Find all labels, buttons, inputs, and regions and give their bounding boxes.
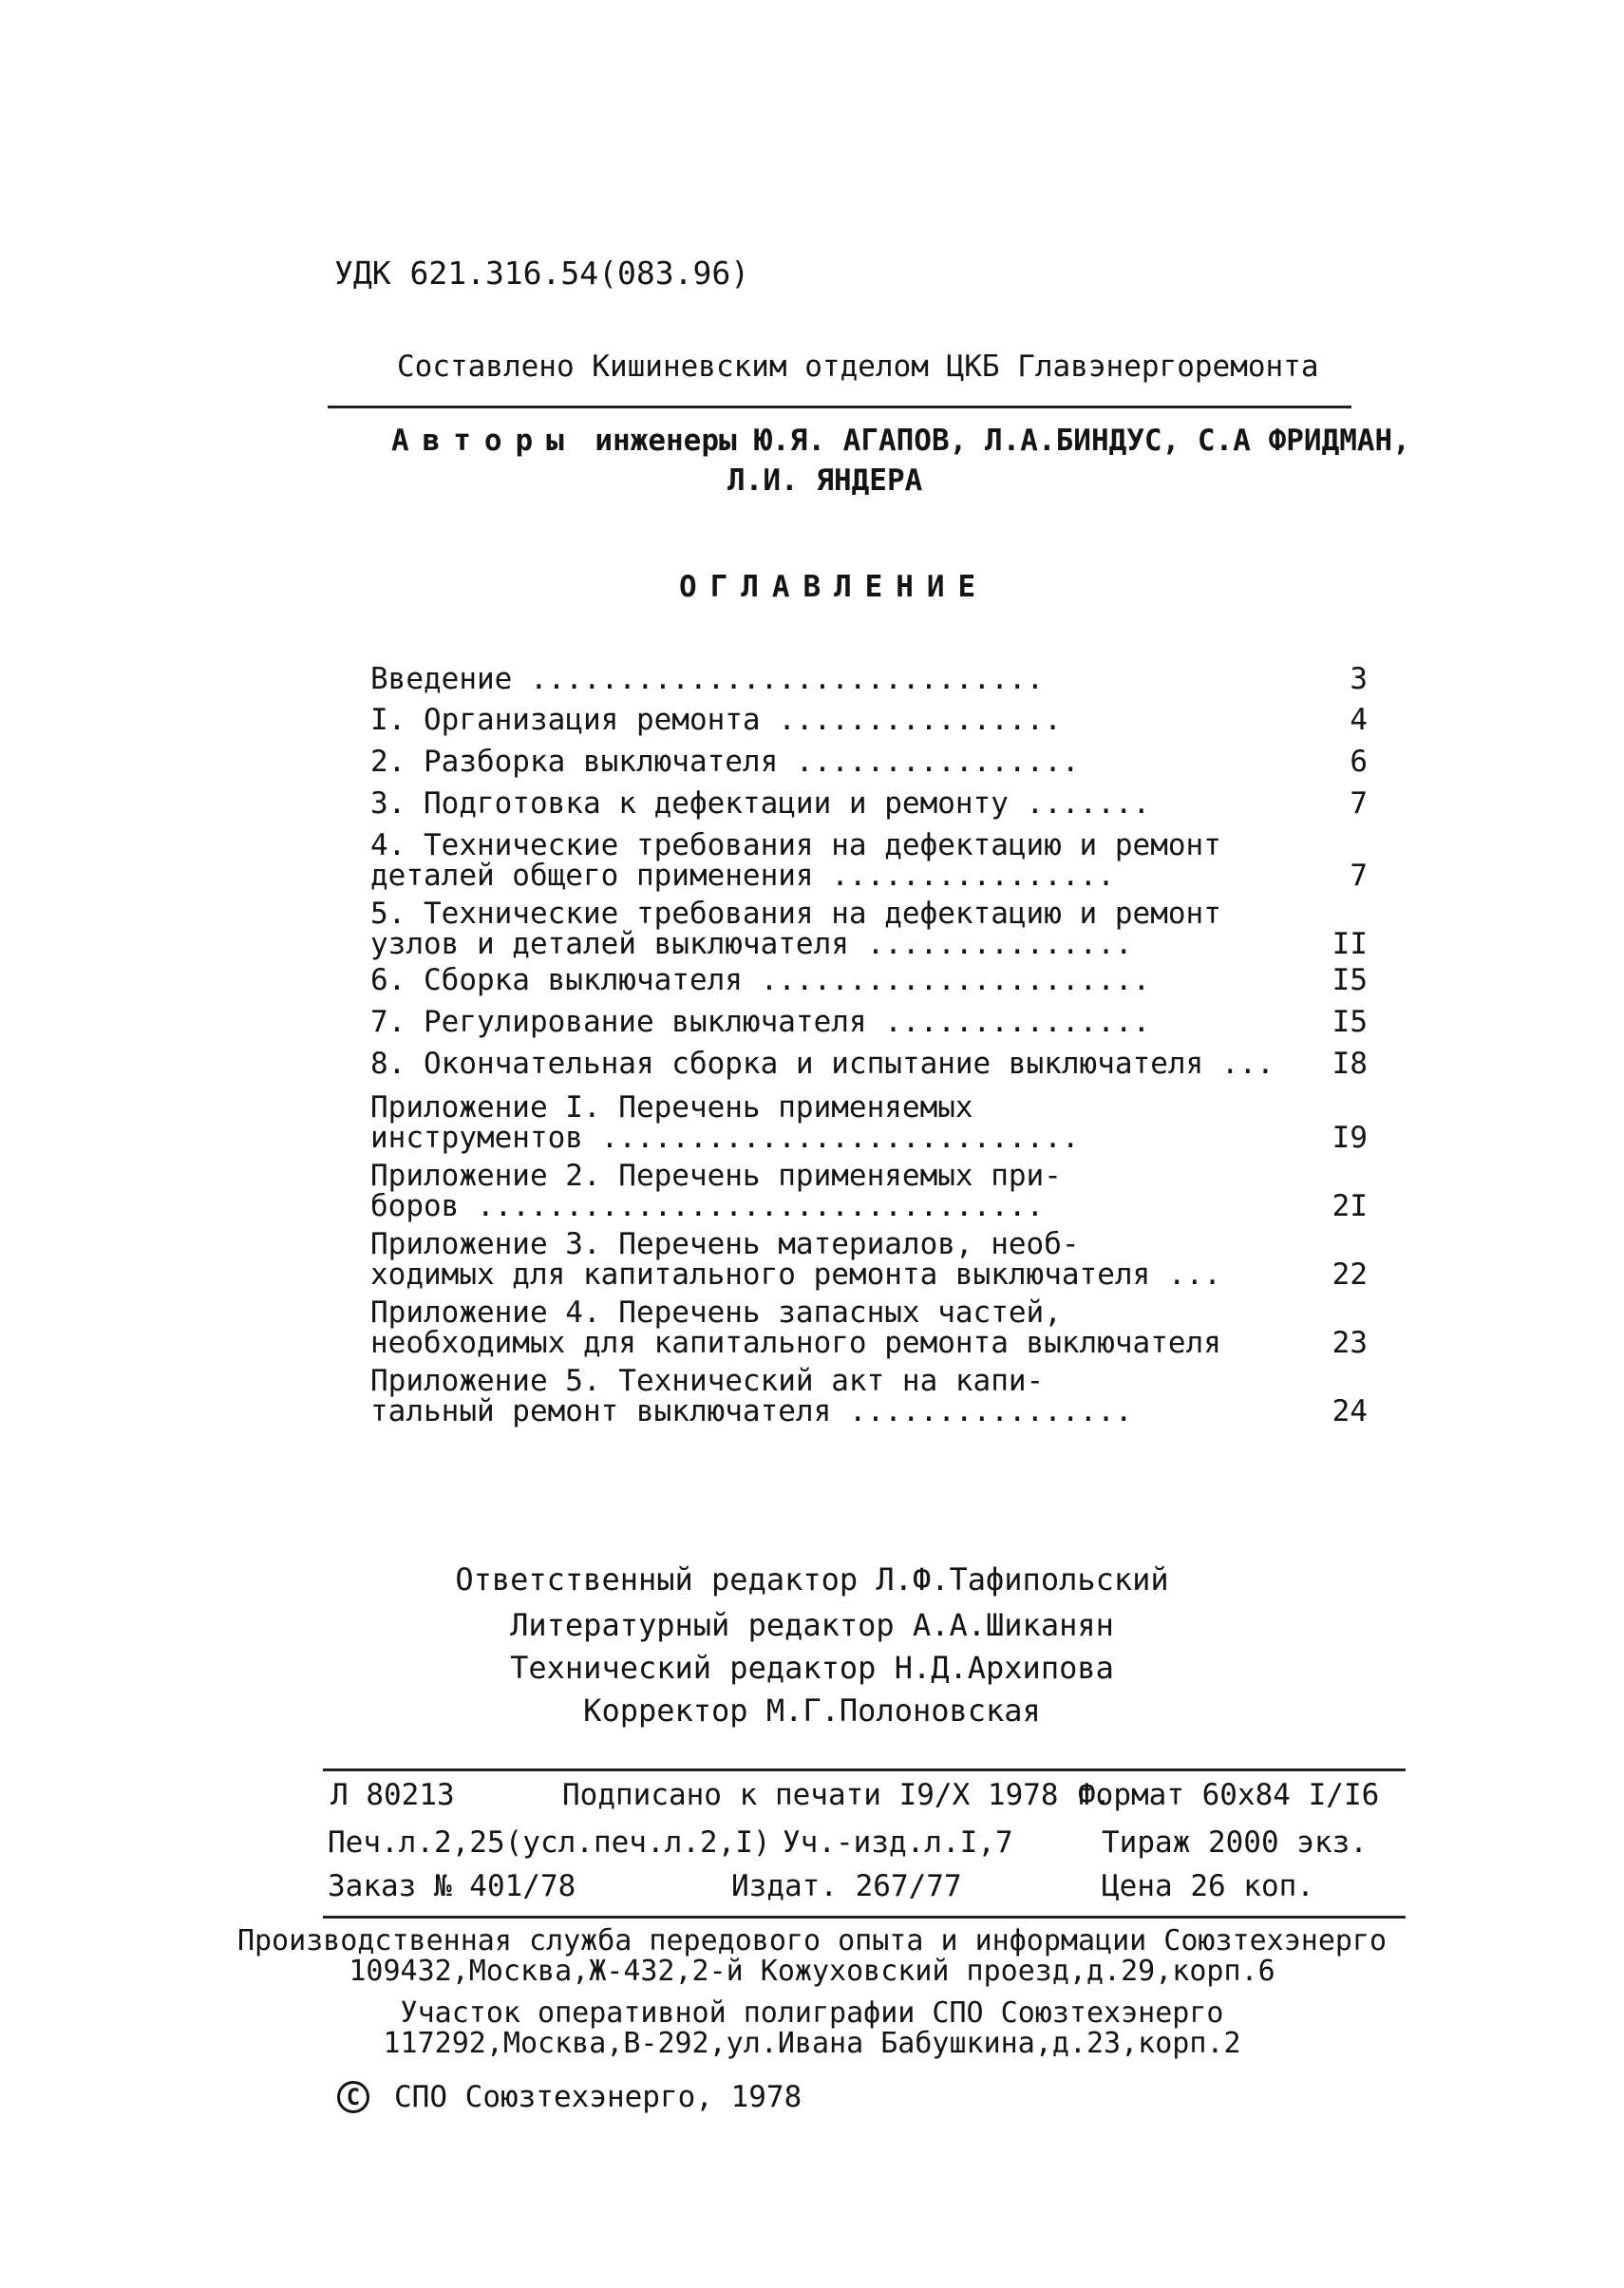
imprint-bottom-rule (323, 1916, 1406, 1919)
toc-entry (370, 701, 1368, 739)
imprint-order: Заказ № 401/78 (328, 1869, 576, 1903)
toc-entry-text: Приложение 4. Перечень запасных частей, (370, 1295, 1062, 1330)
toc-page-number: I5 (1331, 963, 1368, 997)
toc-page-number: 6 (1350, 745, 1368, 779)
compiled-by: Составлено Кишиневским отделом ЦКБ Главэнергоремонта (397, 350, 1319, 384)
toc-entry-text: 6. Сборка выключателя ...................... (370, 963, 1151, 997)
toc-entry-text: Приложение 5. Технический акт на капи- (370, 1364, 1045, 1398)
toc-entry (370, 1088, 1368, 1157)
toc-entry-text: Приложение 2. Перечень применяемых при- (370, 1159, 1062, 1193)
toc-entry-text: 8. Окончательная сборка и испытание выключателя ... (370, 1047, 1275, 1081)
toc-entry-text: 5. Технические требования на дефектацию и ремонт (370, 897, 1221, 931)
credit-proofreader: Корректор М.Г.Полоновская (583, 1692, 1041, 1729)
toc-entry-text: Приложение 3. Перечень материалов, необ- (370, 1227, 1080, 1261)
toc-entry (370, 895, 1368, 963)
toc-entry-text: Приложение I. Перечень применяемых (370, 1090, 973, 1125)
toc-entry (370, 1045, 1368, 1083)
printing-shop-address: 117292,Москва,В-292,ул.Ивана Бабушкина,д.23,корп.2 (383, 2027, 1241, 2060)
copyright-text: СПО Союзтехэнерго, 1978 (394, 2080, 803, 2114)
toc-entry (370, 826, 1368, 895)
udk-code: УДК 621.316.54(083.96) (334, 255, 750, 292)
toc-page-number: 7 (1350, 786, 1368, 821)
toc-entry-text: тальный ремонт выключателя ................ (370, 1394, 1133, 1428)
toc-page-number: I8 (1331, 1047, 1368, 1081)
authors-label: Авторы (391, 424, 577, 458)
authors-line-2: Л.И. ЯНДЕРА (727, 463, 923, 498)
toc-entry-text: 4. Технические требования на дефектацию и ремонт (370, 828, 1221, 862)
authors-line-1 (391, 424, 1410, 458)
toc-page-number: II (1331, 927, 1368, 961)
toc-title: ОГЛАВЛЕНИЕ (679, 570, 990, 604)
credit-responsible-editor: Ответственный редактор Л.Ф.Тафипольский (455, 1561, 1169, 1598)
toc-page-number: 7 (1350, 859, 1368, 893)
production-service: Производственная служба передового опыта и информации Союзтехэнерго (236, 1924, 1388, 1957)
toc-page-number: I9 (1331, 1121, 1368, 1155)
toc-entry (370, 1362, 1368, 1430)
toc-entry-text: 7. Регулирование выключателя ............... (370, 1005, 1151, 1039)
toc-entry (370, 961, 1368, 999)
toc-entry (370, 1157, 1368, 1225)
imprint-print-run: Тираж 2000 экз. (1102, 1825, 1368, 1860)
toc-entry-text: деталей общего применения ................ (370, 859, 1115, 893)
imprint-sheets: Печ.л.2,25(усл.печ.л.2,I) (328, 1825, 771, 1860)
toc-entry-text: I. Организация ремонта ................ (370, 703, 1062, 737)
divider (328, 406, 1351, 408)
toc-entry-text: 3. Подготовка к дефектации и ремонту ....... (370, 786, 1151, 821)
toc-entry (370, 660, 1368, 698)
toc-page-number: 23 (1331, 1326, 1368, 1360)
toc-entry-text: боров ................................ (370, 1189, 1045, 1223)
toc-page-number: 2I (1331, 1189, 1368, 1223)
toc-page-number: 3 (1350, 662, 1368, 696)
imprint-price: Цена 26 коп. (1102, 1869, 1314, 1903)
toc-entry (370, 1294, 1368, 1362)
credit-technical-editor: Технический редактор Н.Д.Архипова (510, 1650, 1114, 1686)
toc-entry (370, 743, 1368, 781)
imprint-publication: Издат. 267/77 (731, 1869, 962, 1903)
toc-entry (370, 1003, 1368, 1041)
imprint-edition-sheets: Уч.-изд.л.I,7 (783, 1825, 1013, 1860)
toc-entry-text: ходимых для капитального ремонта выключателя ... (370, 1257, 1221, 1292)
copyright-icon: C (337, 2081, 369, 2113)
toc-entry-text: инструментов ........................... (370, 1121, 1080, 1155)
authors-names: инженеры Ю.Я. АГАПОВ, Л.А.БИНДУС, С.А ФРИДМАН, (595, 424, 1410, 458)
toc-page-number: 24 (1331, 1394, 1368, 1428)
toc-page-number: 4 (1350, 703, 1368, 737)
toc-page-number: 22 (1331, 1257, 1368, 1292)
toc-entry (370, 1225, 1368, 1294)
toc-entry-text: узлов и деталей выключателя ............... (370, 927, 1133, 961)
imprint-format: Формат 60х84 I/I6 (1078, 1778, 1380, 1812)
toc-entry (370, 785, 1368, 823)
production-address: 109432,Москва,Ж-432,2-й Кожуховский проезд,д.29,корп.6 (349, 1955, 1275, 1988)
imprint-top-rule (323, 1768, 1406, 1771)
printing-shop: Участок оперативной полиграфии СПО Союзтехэнерго (400, 1996, 1224, 2030)
imprint-code: Л 80213 (330, 1778, 455, 1812)
toc-entry-text: необходимых для капитального ремонта выключателя (370, 1326, 1221, 1360)
toc-entry-text: Введение ............................. (370, 662, 1045, 696)
toc-page-number: I5 (1331, 1005, 1368, 1039)
credit-literary-editor: Литературный редактор А.А.Шиканян (510, 1607, 1114, 1643)
toc-entry-text: 2. Разборка выключателя ................ (370, 745, 1080, 779)
imprint-signed: Подписано к печати I9/X 1978 г. (562, 1778, 1112, 1812)
